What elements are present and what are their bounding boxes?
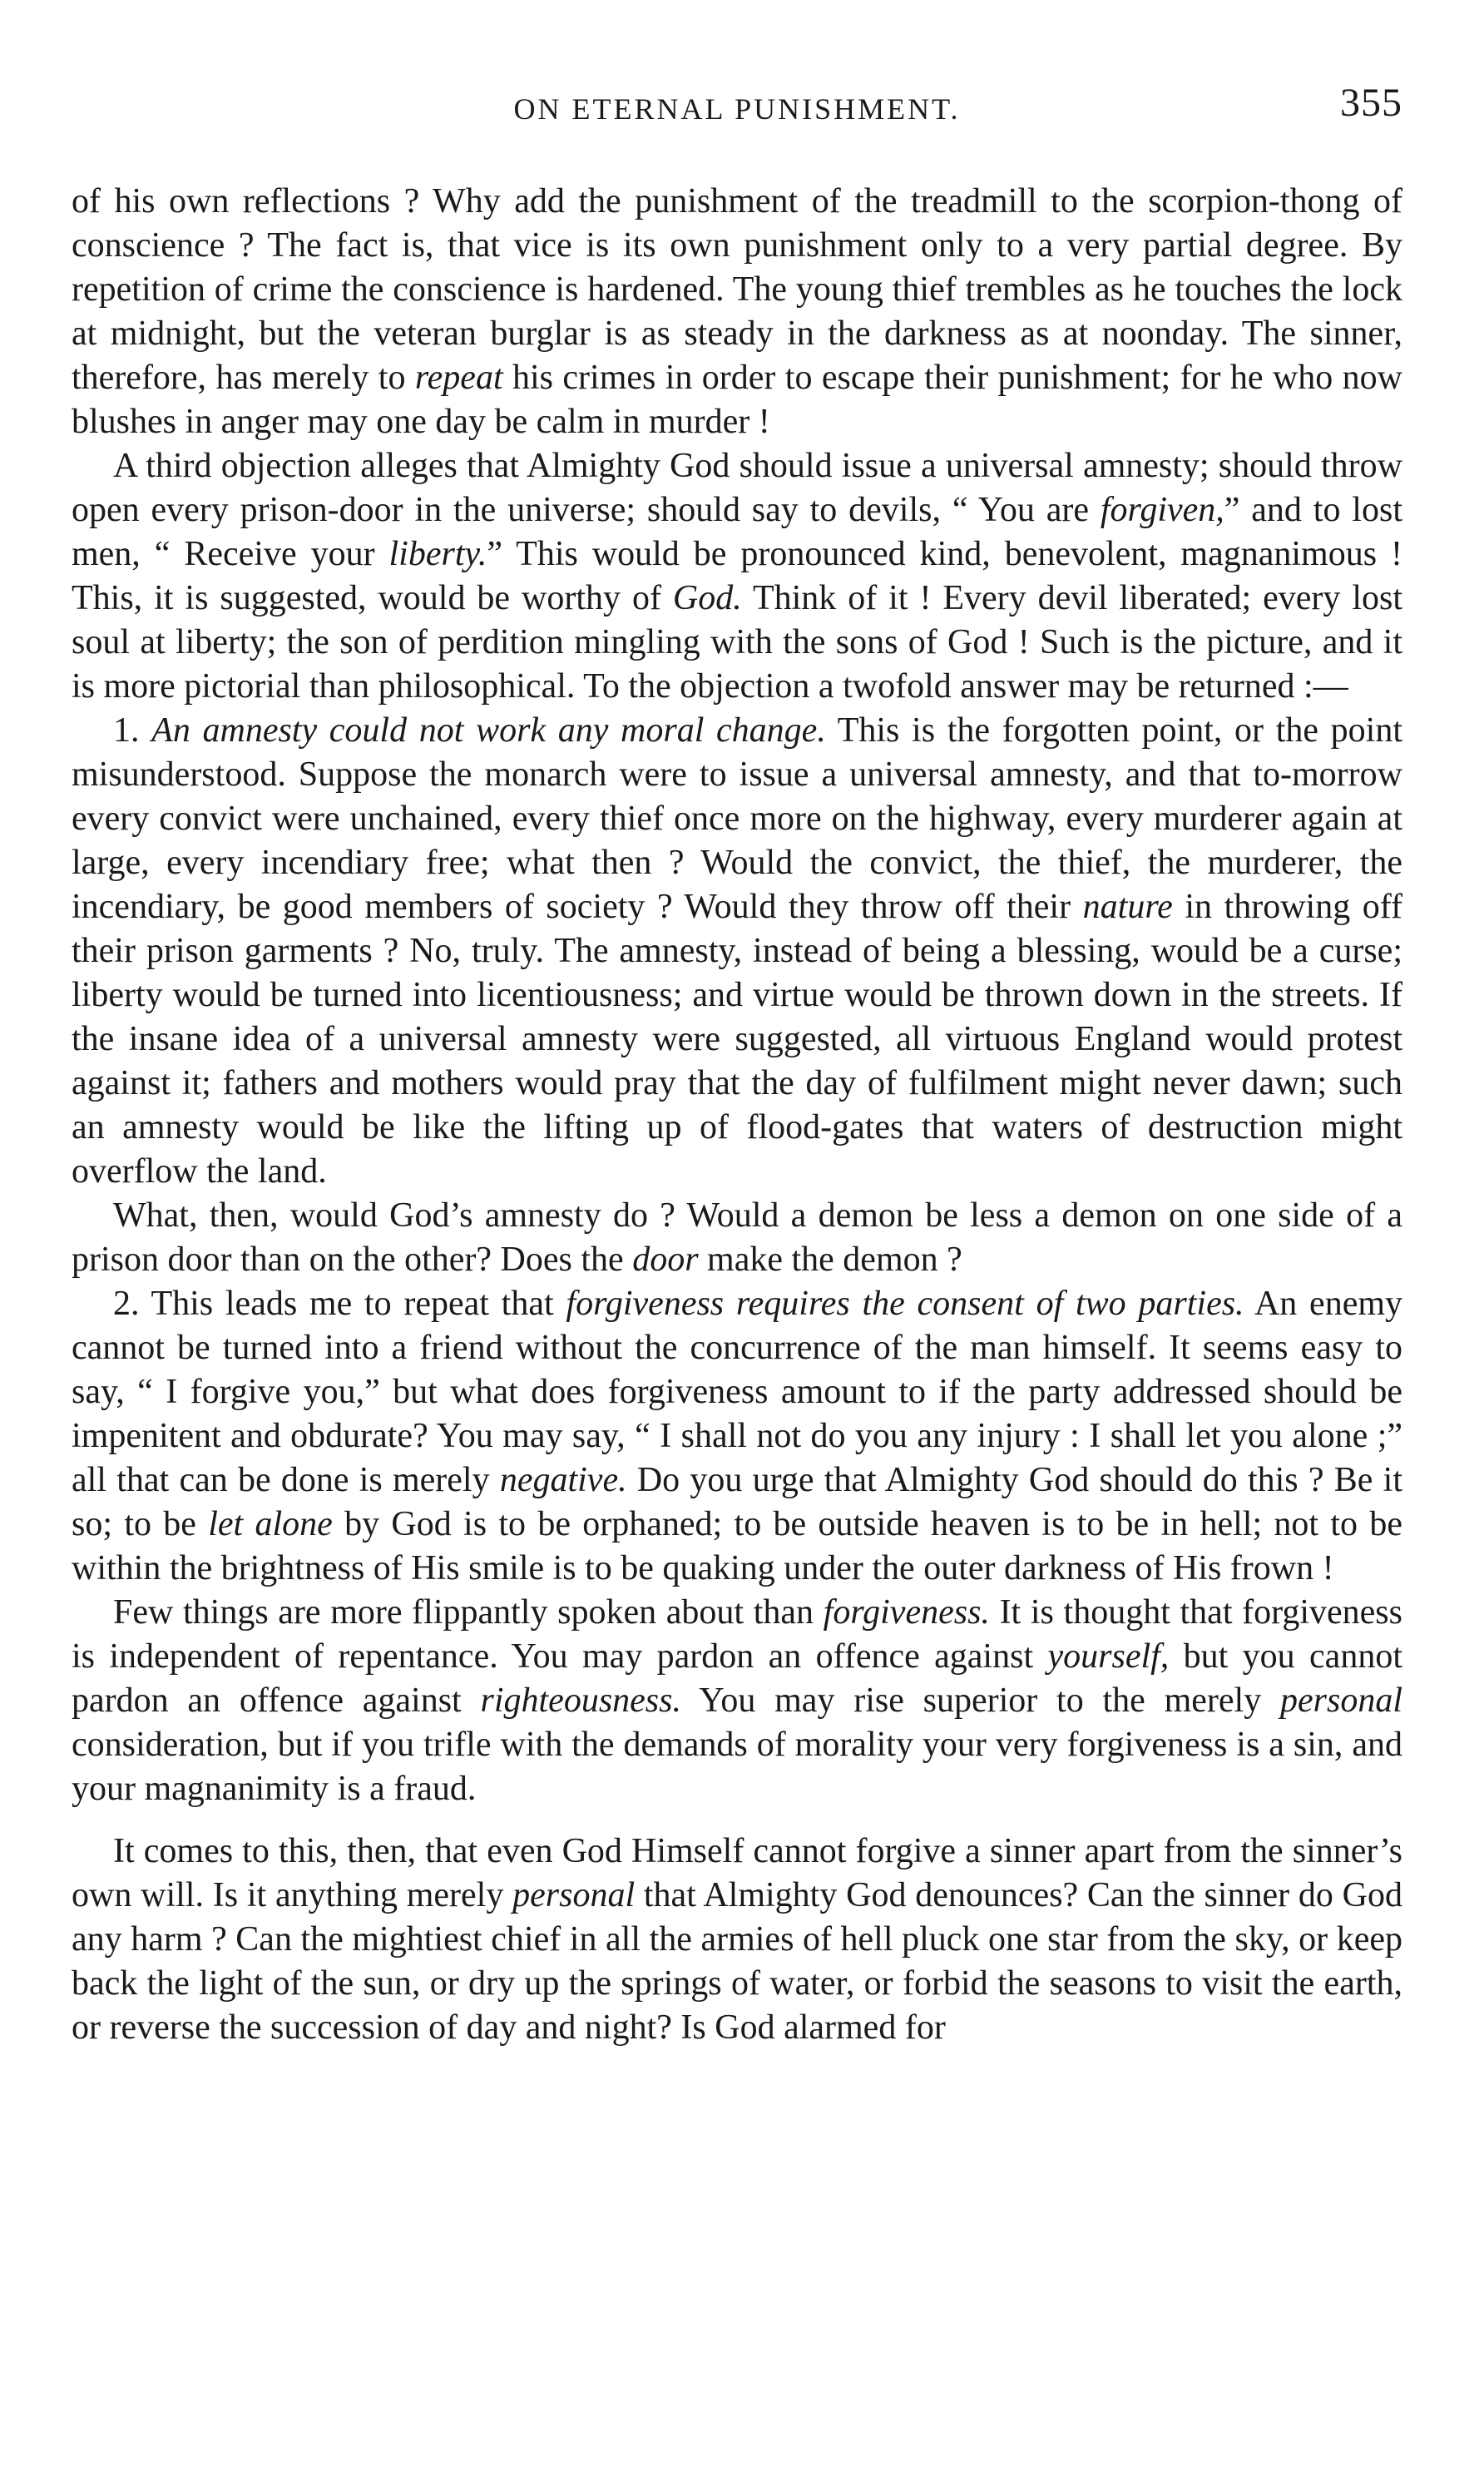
- paragraph-forgiveness: Few things are more flippantly spoken about than forgiveness. It is thought that forgiveness is independent of repentance. You may pardon an offence against yourself, but you cannot pardon an offence against righteousness. You may rise superior to the merely personal consideration, but if you trifle with the demands of morality your very forgiveness is a sin, and your magnanimity is a fraud.: [72, 1593, 1402, 1808]
- paragraph-point-one: 1. An amnesty could not work any moral change. This is the forgotten point, or the point misunderstood. Suppose the monarch were to issue a universal amnesty, and that to-morrow every convict were unchained, every thief once more on the highway, every murderer again at large, every incendiary free; what then ? Would the convict, the thief, the murderer, the incendiary, be good members of society ? Would they throw off their nature in throwing off their prison garments ? No, truly. The amnesty, instead of being a blessing, would be a curse; liberty would be turned into licentiousness; and virtue would be thrown down in the streets. If the insane idea of a universal amnesty were suggested, all virtuous England would protest against it; fathers and mothers would pray that the day of fulfilment might never dawn; such an amnesty would be like the lifting up of flood-gates that waters of destruction might overflow the land.: [72, 711, 1403, 1191]
- body-text: [72, 180, 1402, 2050]
- paragraph-third-objection: A third objection alleges that Almighty God should issue a universal amnesty; should throw open every prison-door in the universe; should say to devils, “ You are forgiven,” and to lost men, “ Receive your liberty.” This would be pronounced kind, benevolent, magnanimous ! This, it is suggested, would be worthy of God. Think of it ! Every devil liberated; every lost soul at liberty; the son of perdition mingling with the sons of God ! Such is the picture, and it is more pictorial than philosophical. To the objection a twofold answer may be returned :—: [72, 447, 1403, 706]
- paragraph-point-two: 2. This leads me to repeat that forgiveness requires the consent of two parties. An enemy cannot be turned into a friend without the concurrence of the man himself. It seems easy to say, “ I forgive you,” but what does forgiveness amount to if the party addressed should be impenitent and obdurate? You may say, “ I shall not do you any injury : I shall let you alone ;” all that can be done is merely negative. Do you urge that Almighty God should do this ? Be it so; to be let alone by God is to be orphaned; to be outside heaven is to be in hell; not to be within the brightness of His smile is to be quaking under the outer darkness of His frown !: [72, 1285, 1402, 1587]
- paragraph-continuation: of his own reflections ? Why add the punishment of the treadmill to the scorpion-thong of conscience ? The fact is, that vice is its own punishment only to a very partial degree. By repetition of crime the conscience is hardened. The young thief trembles as he touches the lock at midnight, but the veteran burglar is as steady in the darkness as at noonday. The sinner, therefore, has merely to repeat his crimes in order to escape their punishment; for he who now blushes in anger may one day be calm in murder !: [72, 182, 1402, 441]
- paragraph-gods-amnesty: What, then, would God’s amnesty do ? Would a demon be less a demon on one side of a prison door than on the other? Does the door make the demon ?: [72, 1196, 1402, 1279]
- book-page: [72, 80, 1403, 2047]
- running-head-title: ON ETERNAL PUNISHMENT.: [513, 92, 961, 126]
- page-number: 355: [1340, 81, 1402, 125]
- running-head: [72, 80, 1402, 138]
- paragraph-conclusion: It comes to this, then, that even God Himself cannot forgive a sinner apart from the sinner’s own will. Is it anything merely personal that Almighty God denounces? Can the sinner do God any harm ? Can the mightiest chief in all the armies of hell pluck one star from the sky, or keep back the light of the sun, or dry up the springs of water, or forbid the seasons to visit the earth, or reverse the succession of day and night? Is God alarmed for: [72, 1832, 1402, 2047]
